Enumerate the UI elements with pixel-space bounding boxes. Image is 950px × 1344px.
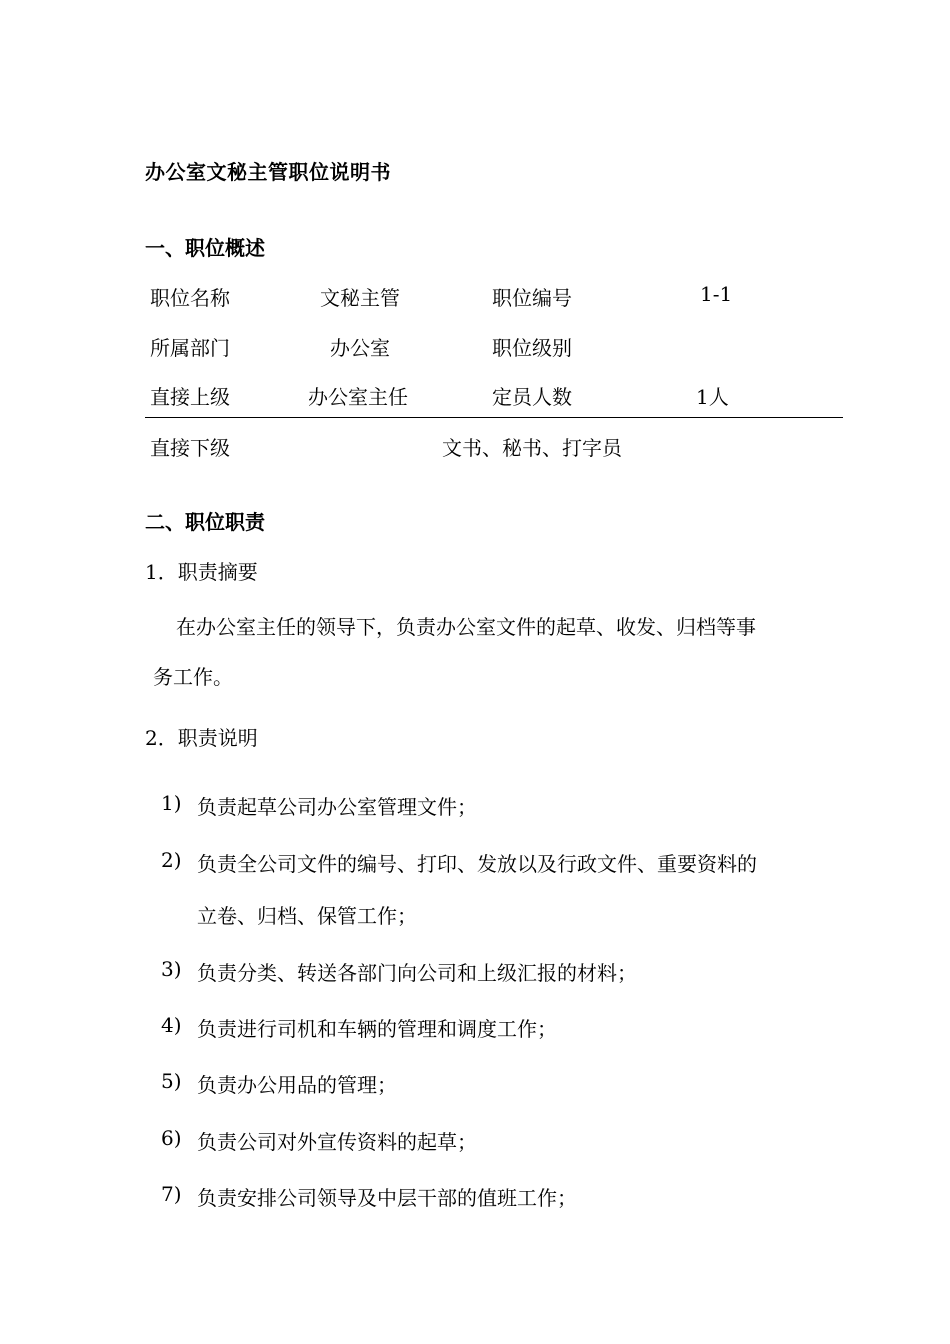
value-headcount: 1人 [696,385,729,409]
list-item-text: 负责安排公司领导及中层干部的值班工作； [197,1186,577,1210]
value-direct-subordinate: 文书、秘书、打字员 [442,436,622,460]
section-heading-duties: 二、职位职责 [145,510,265,534]
list-item-number: 5) [161,1069,182,1093]
subheading-duty-details: 2．职责说明 [145,726,258,750]
label-position-code: 职位编号 [492,286,572,310]
list-item-number: 4) [161,1013,182,1037]
summary-text-line-1: 在办公室主任的领导下，负责办公室文件的起草、收发、归档等事 [176,615,756,639]
list-item-text-continued: 立卷、归档、保管工作； [197,904,417,928]
list-item-number: 1) [161,791,182,815]
value-position-code: 1-1 [700,282,733,306]
list-item-number: 6) [161,1126,182,1150]
value-direct-supervisor: 办公室主任 [308,385,408,409]
section-heading-overview: 一、职位概述 [145,236,265,260]
list-item-number: 3) [161,957,182,981]
label-headcount: 定员人数 [492,385,572,409]
label-direct-supervisor: 直接上级 [150,385,230,409]
list-item-text: 负责办公用品的管理； [197,1073,397,1097]
list-item-text: 负责分类、转送各部门向公司和上级汇报的材料； [197,961,637,985]
label-direct-subordinate: 直接下级 [150,436,230,460]
subheading-duty-summary: 1．职责摘要 [145,560,258,584]
label-position-level: 职位级别 [492,336,572,360]
table-divider [145,417,843,418]
list-item-text: 负责进行司机和车辆的管理和调度工作； [197,1017,557,1041]
list-item-text: 负责起草公司办公室管理文件； [197,795,477,819]
document-title: 办公室文秘主管职位说明书 [145,160,391,184]
list-item-number: 7) [161,1182,182,1206]
list-item-text: 负责公司对外宣传资料的起草； [197,1130,477,1154]
summary-text-line-2: 务工作。 [153,665,233,689]
list-item-number: 2) [161,848,182,872]
label-department: 所属部门 [150,336,230,360]
value-position-name: 文秘主管 [320,286,400,310]
value-department: 办公室 [330,336,390,360]
label-position-name: 职位名称 [150,286,230,310]
list-item-text: 负责全公司文件的编号、打印、发放以及行政文件、重要资料的 [197,852,757,876]
